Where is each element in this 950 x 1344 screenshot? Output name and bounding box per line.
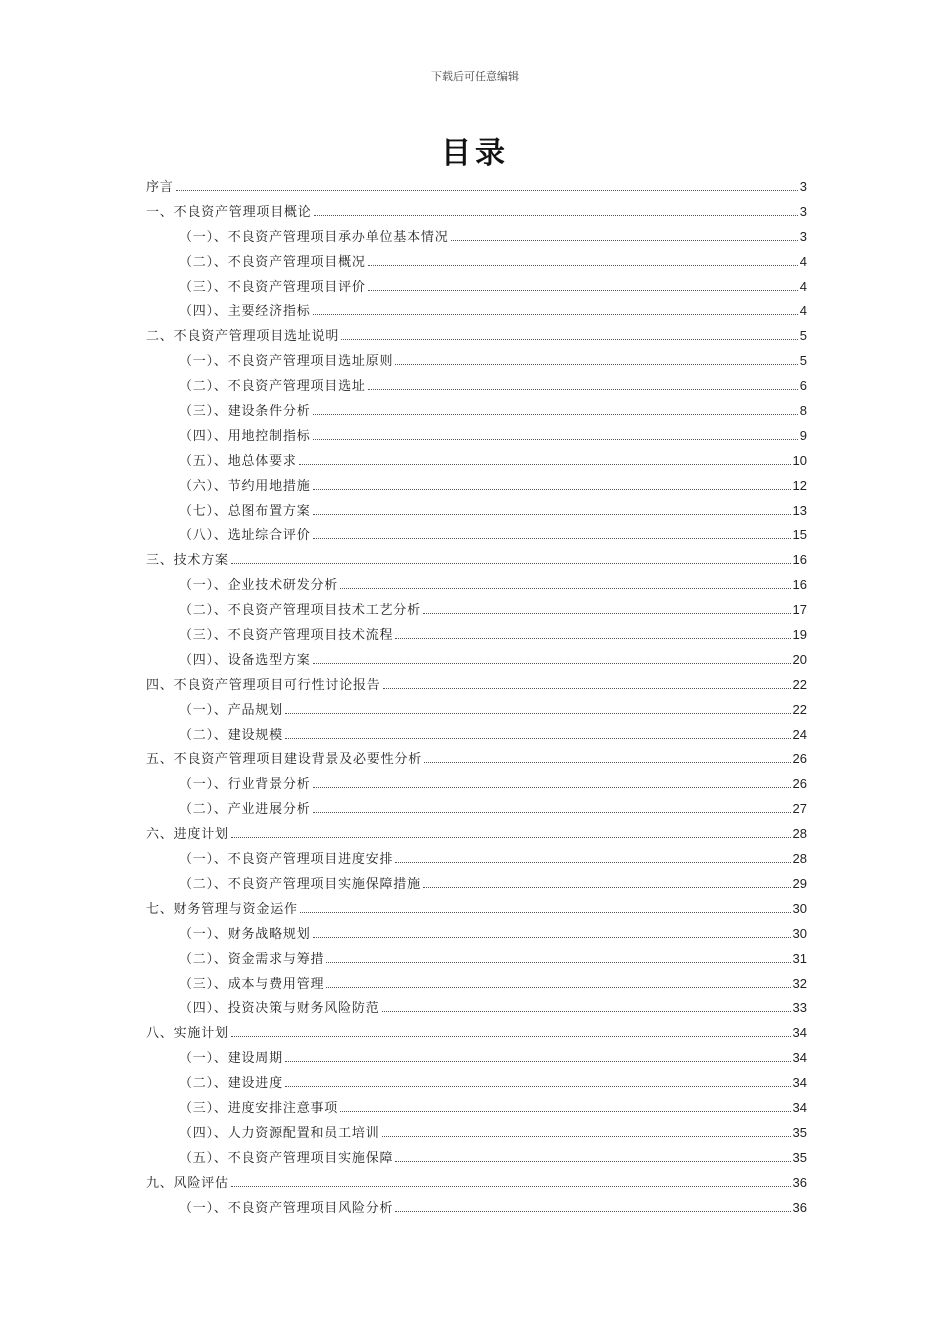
toc-entry-page-number: 12	[792, 477, 807, 493]
toc-entry-text: 七、财务管理与资金运作	[146, 901, 298, 917]
toc-entry-page-number: 31	[792, 950, 807, 966]
toc-dot-leader	[285, 738, 791, 739]
toc-entry-page-number: 30	[792, 900, 807, 916]
toc-entry[interactable]	[146, 674, 807, 699]
toc-entry[interactable]	[146, 699, 807, 724]
toc-entry-page-number: 9	[799, 427, 807, 443]
toc-dot-leader	[313, 812, 791, 813]
toc-dot-leader	[395, 1211, 790, 1212]
toc-entry-text: （八）、选址综合评价	[179, 528, 311, 544]
toc-entry[interactable]	[146, 823, 807, 848]
toc-entry-page-number: 36	[792, 1199, 807, 1215]
toc-entry-page-number: 4	[799, 303, 807, 319]
toc-dot-leader	[340, 588, 790, 589]
toc-entry[interactable]	[146, 873, 807, 898]
toc-entry-page-number: 27	[792, 801, 807, 817]
toc-entry-text: （二）、资金需求与筹措	[179, 951, 325, 967]
toc-dot-leader	[313, 663, 791, 664]
toc-entry[interactable]	[146, 251, 807, 276]
toc-entry-page-number: 16	[792, 577, 807, 593]
toc-dot-leader	[313, 538, 791, 539]
toc-entry-text: 一、不良资产管理项目概论	[146, 204, 312, 220]
toc-entry-page-number: 4	[799, 278, 807, 294]
toc-dot-leader	[395, 638, 790, 639]
toc-entry-page-number: 16	[792, 552, 807, 568]
toc-entry[interactable]	[146, 549, 807, 574]
toc-entry-page-number: 33	[792, 1000, 807, 1016]
toc-dot-leader	[313, 937, 791, 938]
toc-entry[interactable]	[146, 1072, 807, 1097]
toc-entry-page-number: 30	[792, 925, 807, 941]
toc-dot-leader	[395, 862, 790, 863]
toc-entry-text: （一）、不良资产管理项目风险分析	[179, 1200, 394, 1216]
toc-entry[interactable]	[146, 923, 807, 948]
toc-entry[interactable]	[146, 524, 807, 549]
toc-dot-leader	[285, 1086, 791, 1087]
toc-entry[interactable]	[146, 848, 807, 873]
toc-title: 目录	[441, 136, 509, 171]
toc-entry-page-number: 6	[799, 378, 807, 394]
toc-entry[interactable]	[146, 1047, 807, 1072]
toc-dot-leader	[368, 265, 798, 266]
toc-entry-page-number: 13	[792, 502, 807, 518]
toc-entry-page-number: 29	[792, 875, 807, 891]
toc-entry-text: （二）、不良资产管理项目选址	[179, 379, 366, 395]
toc-entry-text: （二）、不良资产管理项目概况	[179, 254, 366, 270]
toc-entry-page-number: 26	[792, 776, 807, 792]
toc-entry-page-number: 34	[792, 1025, 807, 1041]
toc-entry[interactable]	[146, 375, 807, 400]
toc-entry-page-number: 5	[799, 328, 807, 344]
toc-entry[interactable]	[146, 748, 807, 773]
toc-entry-text: （五）、地总体要求	[179, 453, 297, 469]
toc-entry-page-number: 3	[799, 179, 807, 194]
toc-entry-text: （一）、产品规划	[179, 702, 283, 718]
toc-dot-leader	[313, 787, 791, 788]
toc-dot-leader	[368, 389, 798, 390]
toc-entry[interactable]	[146, 773, 807, 798]
toc-entry[interactable]	[146, 1122, 807, 1147]
toc-entry[interactable]	[146, 798, 807, 823]
toc-entry-text: （四）、人力资源配置和员工培训	[179, 1125, 380, 1141]
toc-entry-page-number: 20	[792, 651, 807, 667]
toc-dot-leader	[285, 713, 791, 714]
toc-entry[interactable]	[146, 1172, 807, 1197]
toc-dot-leader	[231, 1036, 791, 1037]
toc-entry[interactable]	[146, 276, 807, 301]
toc-entry-page-number: 28	[792, 851, 807, 867]
toc-entry-page-number: 35	[792, 1149, 807, 1165]
toc-entry-page-number: 36	[792, 1174, 807, 1190]
toc-entry[interactable]	[146, 898, 807, 923]
toc-entry-text: （三）、不良资产管理项目技术流程	[179, 628, 394, 644]
toc-dot-leader	[424, 762, 791, 763]
toc-entry-text: 三、技术方案	[146, 553, 229, 569]
toc-entry-page-number: 35	[792, 1124, 807, 1140]
toc-entry-page-number: 28	[792, 826, 807, 842]
toc-dot-leader	[176, 190, 798, 191]
toc-entry[interactable]	[146, 176, 807, 201]
toc-dot-leader	[299, 464, 791, 465]
toc-entry[interactable]	[146, 1097, 807, 1122]
toc-entry-page-number: 4	[799, 253, 807, 269]
toc-dot-leader	[313, 414, 798, 415]
toc-entry[interactable]	[146, 599, 807, 624]
toc-entry[interactable]	[146, 201, 807, 226]
toc-entry-text: 八、实施计划	[146, 1026, 229, 1042]
toc-entry-text: 四、不良资产管理项目可行性讨论报告	[146, 677, 381, 693]
toc-dot-leader	[382, 1011, 791, 1012]
toc-entry-text: （一）、行业背景分析	[179, 777, 311, 793]
toc-dot-leader	[326, 987, 790, 988]
toc-entry-text: （三）、不良资产管理项目评价	[179, 279, 366, 295]
toc-entry[interactable]	[146, 226, 807, 251]
toc-entry-text: （一）、不良资产管理项目进度安排	[179, 852, 394, 868]
toc-entry[interactable]	[146, 325, 807, 350]
toc-entry-page-number: 22	[792, 701, 807, 717]
toc-dot-leader	[423, 887, 791, 888]
toc-dot-leader	[382, 1136, 791, 1137]
toc-entry-text: （二）、建设规模	[179, 727, 283, 743]
toc-dot-leader	[423, 613, 791, 614]
toc-entry-text: （三）、成本与费用管理	[179, 976, 325, 992]
toc-entry-text: （二）、建设进度	[179, 1076, 283, 1092]
toc-entry-page-number: 10	[792, 452, 807, 468]
toc-entry[interactable]	[146, 724, 807, 749]
toc-dot-leader	[313, 514, 791, 515]
toc-entry-text: （二）、不良资产管理项目技术工艺分析	[179, 603, 421, 619]
toc-entry-text: （一）、不良资产管理项目承办单位基本情况	[179, 229, 449, 245]
toc-entry[interactable]	[146, 1022, 807, 1047]
toc-dot-leader	[326, 962, 790, 963]
toc-dot-leader	[368, 290, 798, 291]
toc-dot-leader	[341, 339, 798, 340]
toc-entry-text: （一）、财务战略规划	[179, 926, 311, 942]
page-header-note: 下载后可任意编辑	[431, 70, 519, 83]
toc-dot-leader	[314, 215, 798, 216]
toc-entry[interactable]	[146, 450, 807, 475]
toc-entry-page-number: 8	[799, 403, 807, 419]
toc-entry[interactable]	[146, 500, 807, 525]
toc-entry-text: 二、不良资产管理项目选址说明	[146, 329, 340, 345]
toc-entry-text: （一）、企业技术研发分析	[179, 578, 339, 594]
toc-entry-text: （一）、建设周期	[179, 1051, 283, 1067]
toc-entry-page-number: 15	[792, 527, 807, 543]
toc-entry[interactable]	[146, 973, 807, 998]
toc-dot-leader	[395, 364, 797, 365]
toc-entry[interactable]	[146, 1147, 807, 1172]
toc-dot-leader	[231, 563, 791, 564]
toc-entry-page-number: 34	[792, 1075, 807, 1091]
toc-entry-page-number: 24	[792, 726, 807, 742]
toc-entry[interactable]	[146, 1197, 807, 1222]
toc-entry[interactable]	[146, 997, 807, 1022]
toc-entry-page-number: 17	[792, 602, 807, 618]
toc-dot-leader	[340, 1111, 790, 1112]
toc-entry-text: （四）、投资决策与财务风险防范	[179, 1001, 380, 1017]
toc-entry[interactable]	[146, 574, 807, 599]
toc-entry[interactable]	[146, 948, 807, 973]
toc-dot-leader	[383, 688, 791, 689]
toc-dot-leader	[313, 314, 798, 315]
toc-entry-page-number: 26	[792, 751, 807, 767]
toc-entry[interactable]	[146, 400, 807, 425]
toc-entry[interactable]	[146, 300, 807, 325]
toc-entry-text: 六、进度计划	[146, 827, 229, 843]
toc-entry-page-number: 5	[799, 353, 807, 369]
toc-entry-page-number: 3	[799, 228, 807, 244]
toc-entry-text: （四）、主要经济指标	[179, 304, 311, 320]
toc-dot-leader	[231, 1186, 791, 1187]
toc-entry-text: 五、不良资产管理项目建设背景及必要性分析	[146, 752, 423, 768]
toc-entry-page-number: 34	[792, 1050, 807, 1066]
toc-entry-page-number: 34	[792, 1099, 807, 1115]
toc-entry-text: （七）、总图布置方案	[179, 503, 311, 519]
toc-entry-text: 序言	[146, 180, 174, 195]
toc-entry-text: （四）、用地控制指标	[179, 428, 311, 444]
toc-entry-text: （四）、设备选型方案	[179, 652, 311, 668]
toc-entry[interactable]	[146, 649, 807, 674]
toc-entry-page-number: 3	[799, 203, 807, 219]
toc-entry-text: （二）、产业进展分析	[179, 802, 311, 818]
toc-entry[interactable]	[146, 475, 807, 500]
toc-entry-page-number: 32	[792, 975, 807, 991]
table-of-contents	[146, 176, 807, 1221]
toc-entry-text: （三）、进度安排注意事项	[179, 1100, 339, 1116]
toc-dot-leader	[451, 240, 798, 241]
toc-entry-page-number: 22	[792, 676, 807, 692]
toc-entry-text: （五）、不良资产管理项目实施保障	[179, 1150, 394, 1166]
toc-entry-text: 九、风险评估	[146, 1175, 229, 1191]
toc-entry[interactable]	[146, 350, 807, 375]
toc-dot-leader	[300, 912, 791, 913]
toc-entry-text: （二）、不良资产管理项目实施保障措施	[179, 876, 421, 892]
toc-entry-text: （三）、建设条件分析	[179, 404, 311, 420]
toc-entry[interactable]	[146, 425, 807, 450]
toc-dot-leader	[313, 439, 798, 440]
toc-entry[interactable]	[146, 624, 807, 649]
toc-dot-leader	[285, 1061, 791, 1062]
toc-dot-leader	[231, 837, 791, 838]
toc-dot-leader	[313, 489, 791, 490]
toc-entry-text: （一）、不良资产管理项目选址原则	[179, 354, 394, 370]
toc-dot-leader	[395, 1161, 790, 1162]
toc-entry-text: （六）、节约用地措施	[179, 478, 311, 494]
toc-entry-page-number: 19	[792, 627, 807, 643]
